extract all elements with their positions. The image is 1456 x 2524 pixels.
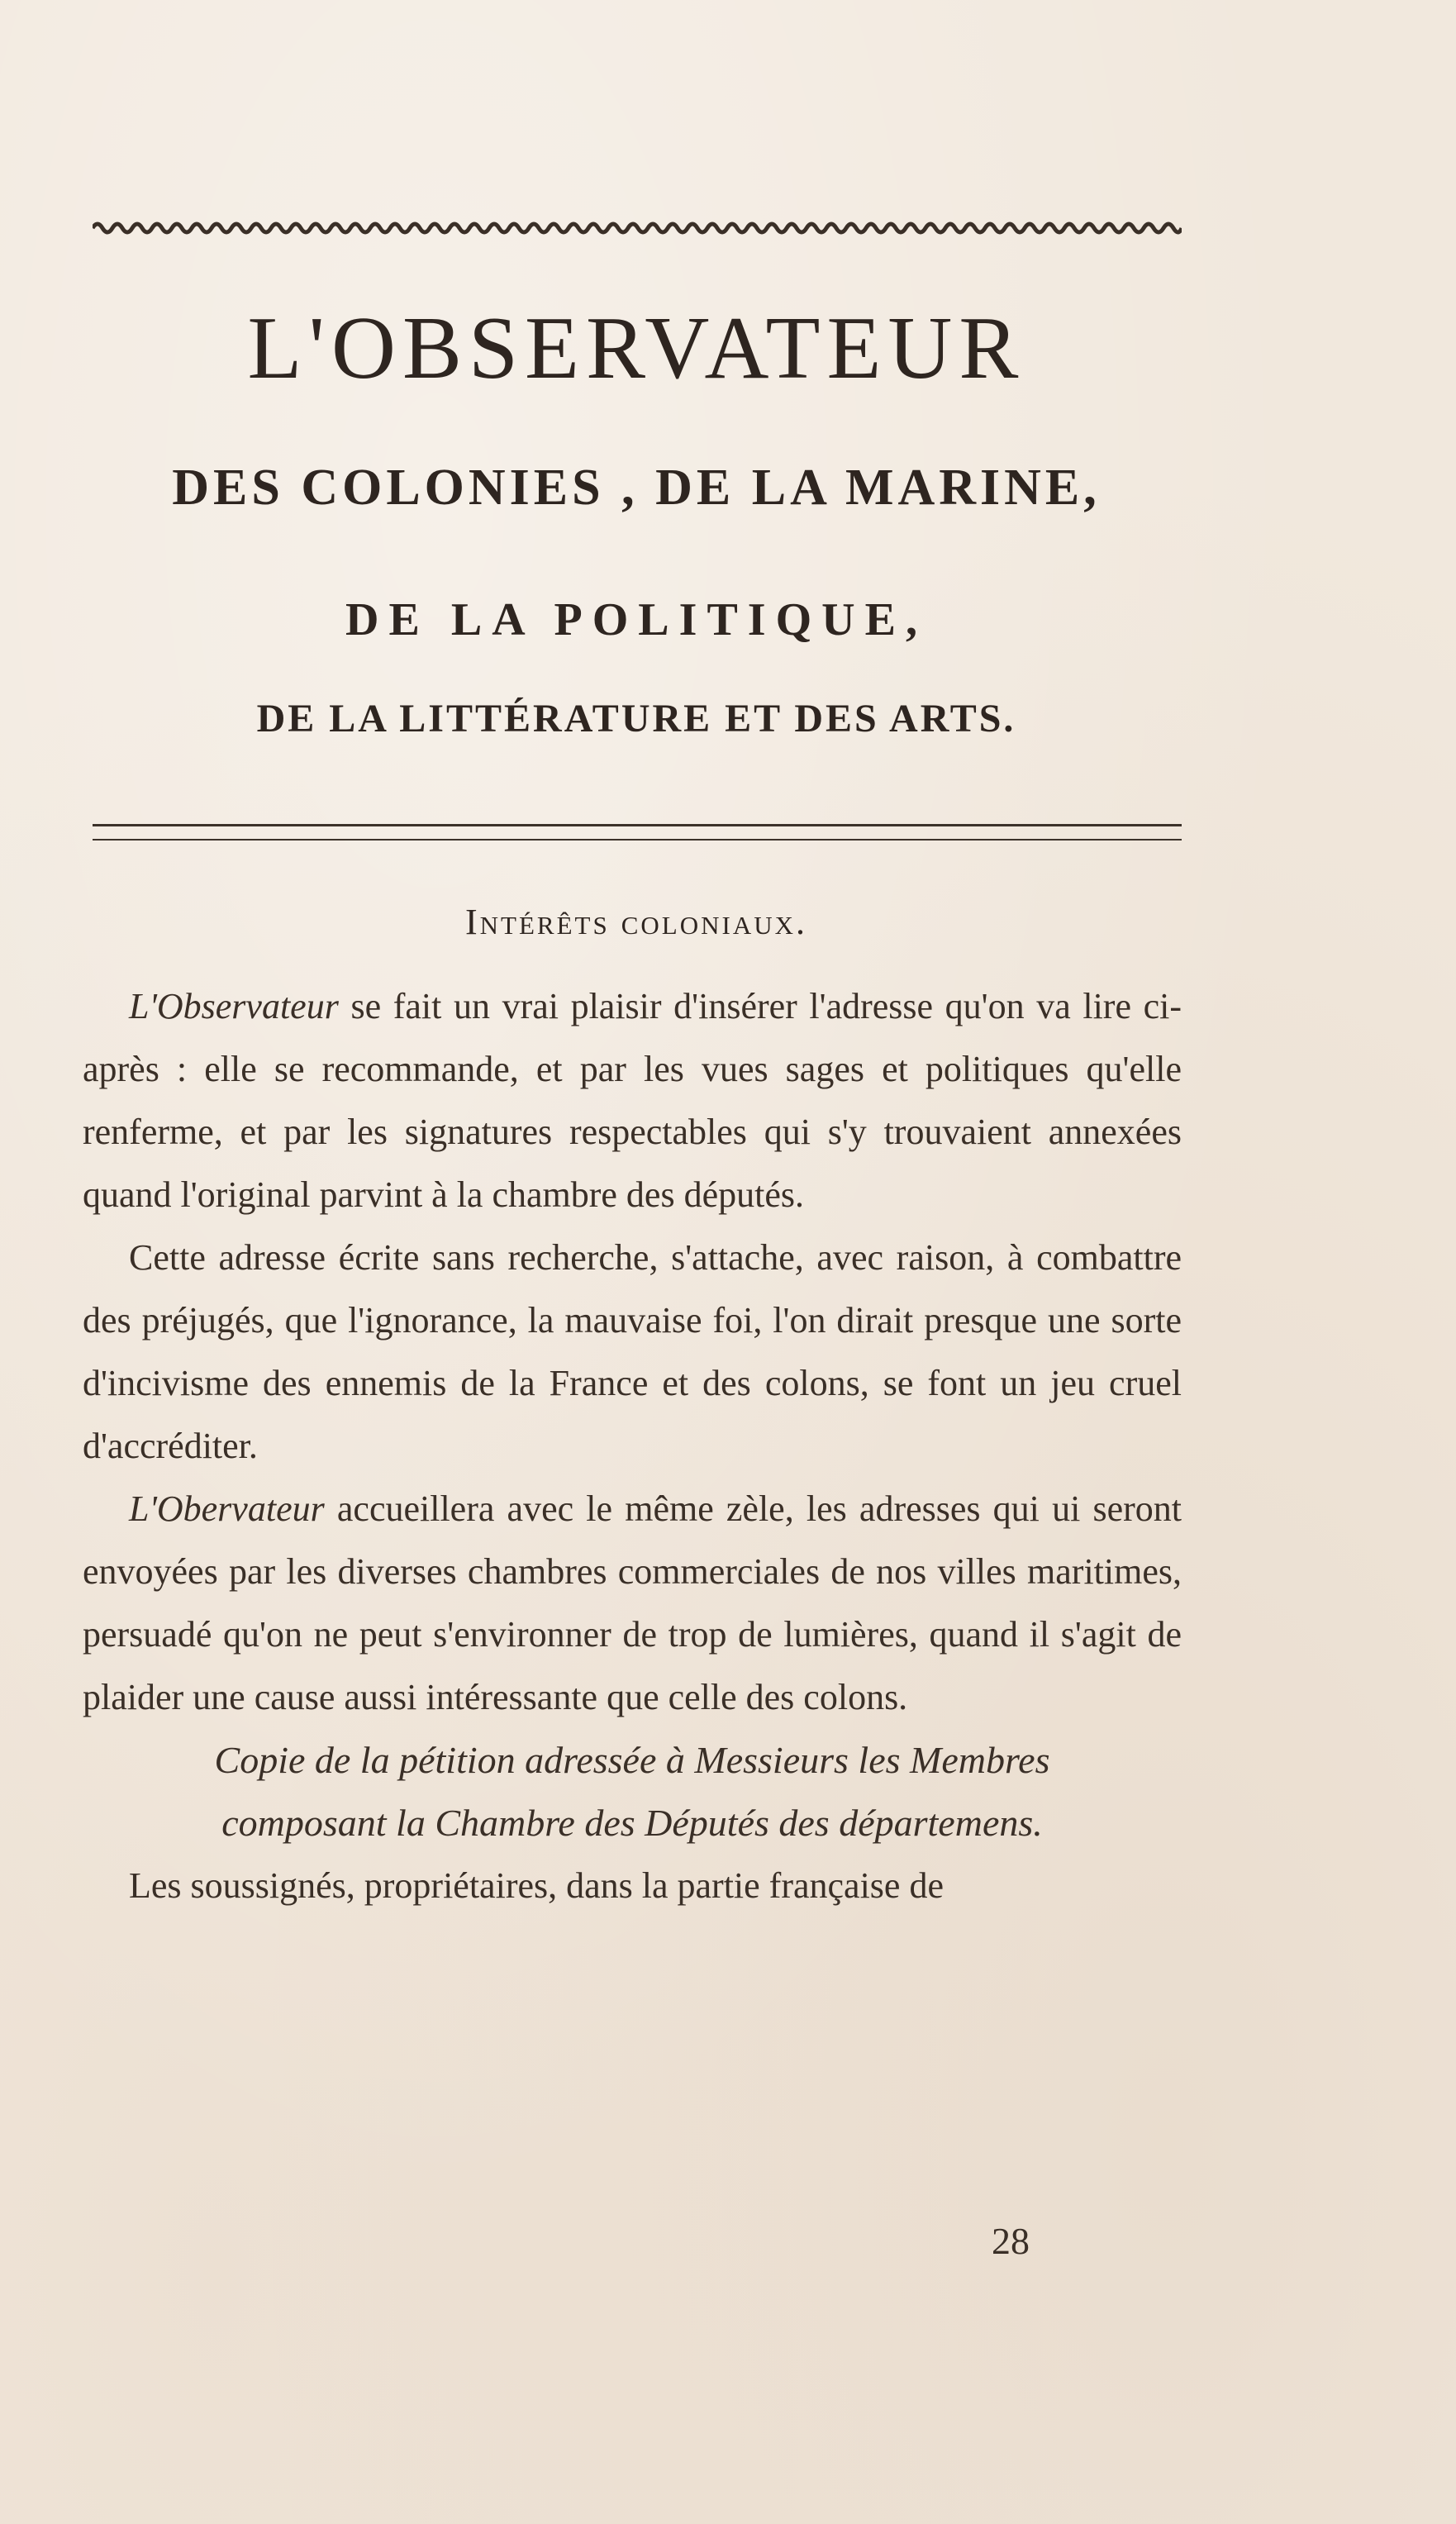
decorative-ornament-rule xyxy=(93,215,1182,236)
publication-name-2: L'Obervateur xyxy=(129,1488,325,1529)
article-body xyxy=(83,975,1182,1917)
paragraph-accueil xyxy=(83,1478,1182,1729)
paragraph-accueil-text: accueillera avec le même zèle, les adresses qui ui seront envoyées par les diverses chambres commerciales de nos villes maritimes, persuadé qu'on ne peut s'environner de trop de lumières, quand il s'agit de plaider une cause aussi intéressante que celle des colons. xyxy=(83,1488,1182,1717)
double-rule-top xyxy=(93,824,1182,826)
masthead-title: L'OBSERVATEUR xyxy=(247,299,1025,398)
publication-name: L'Observateur xyxy=(129,986,339,1026)
petition-caption-line-2: composant la Chambre des Députés des départemens. xyxy=(221,1802,1043,1844)
section-heading: Intérêts coloniaux. xyxy=(465,902,807,942)
petition-caption-line-1: Copie de la pétition adressée à Messieurs les Membres xyxy=(214,1739,1050,1781)
masthead-subtitle-litterature: DE LA LITTÉRATURE ET DES ARTS. xyxy=(256,697,1016,741)
paragraph-intro-text: se fait un vrai plaisir d'insérer l'adresse qu'on va lire ci-après : elle se recommande, et par les vues sages et politiques qu'elle renferme, et par les signatures respectables qui s'y trouvaient annexées quand l'original parvint à la chambre des députés. xyxy=(83,986,1182,1215)
paragraph-intro xyxy=(83,975,1182,1226)
paragraph-adresse: Cette adresse écrite sans recherche, s'attache, avec raison, à combattre des préjugés, que l'ignorance, la mauvaise foi, l'on dirait presque une sorte d'incivisme des ennemis de la France et des colons, se font un jeu cruel d'accréditer. xyxy=(83,1237,1182,1466)
double-rule-bottom xyxy=(93,839,1182,841)
page-number: 28 xyxy=(992,2220,1030,2262)
masthead-subtitle-politique: DE LA POLITIQUE, xyxy=(345,594,927,645)
paragraph-soussignes: Les soussignés, propriétaires, dans la partie française de xyxy=(129,1865,944,1906)
masthead-subtitle-colonies: DES COLONIES , DE LA MARINE, xyxy=(172,460,1101,516)
